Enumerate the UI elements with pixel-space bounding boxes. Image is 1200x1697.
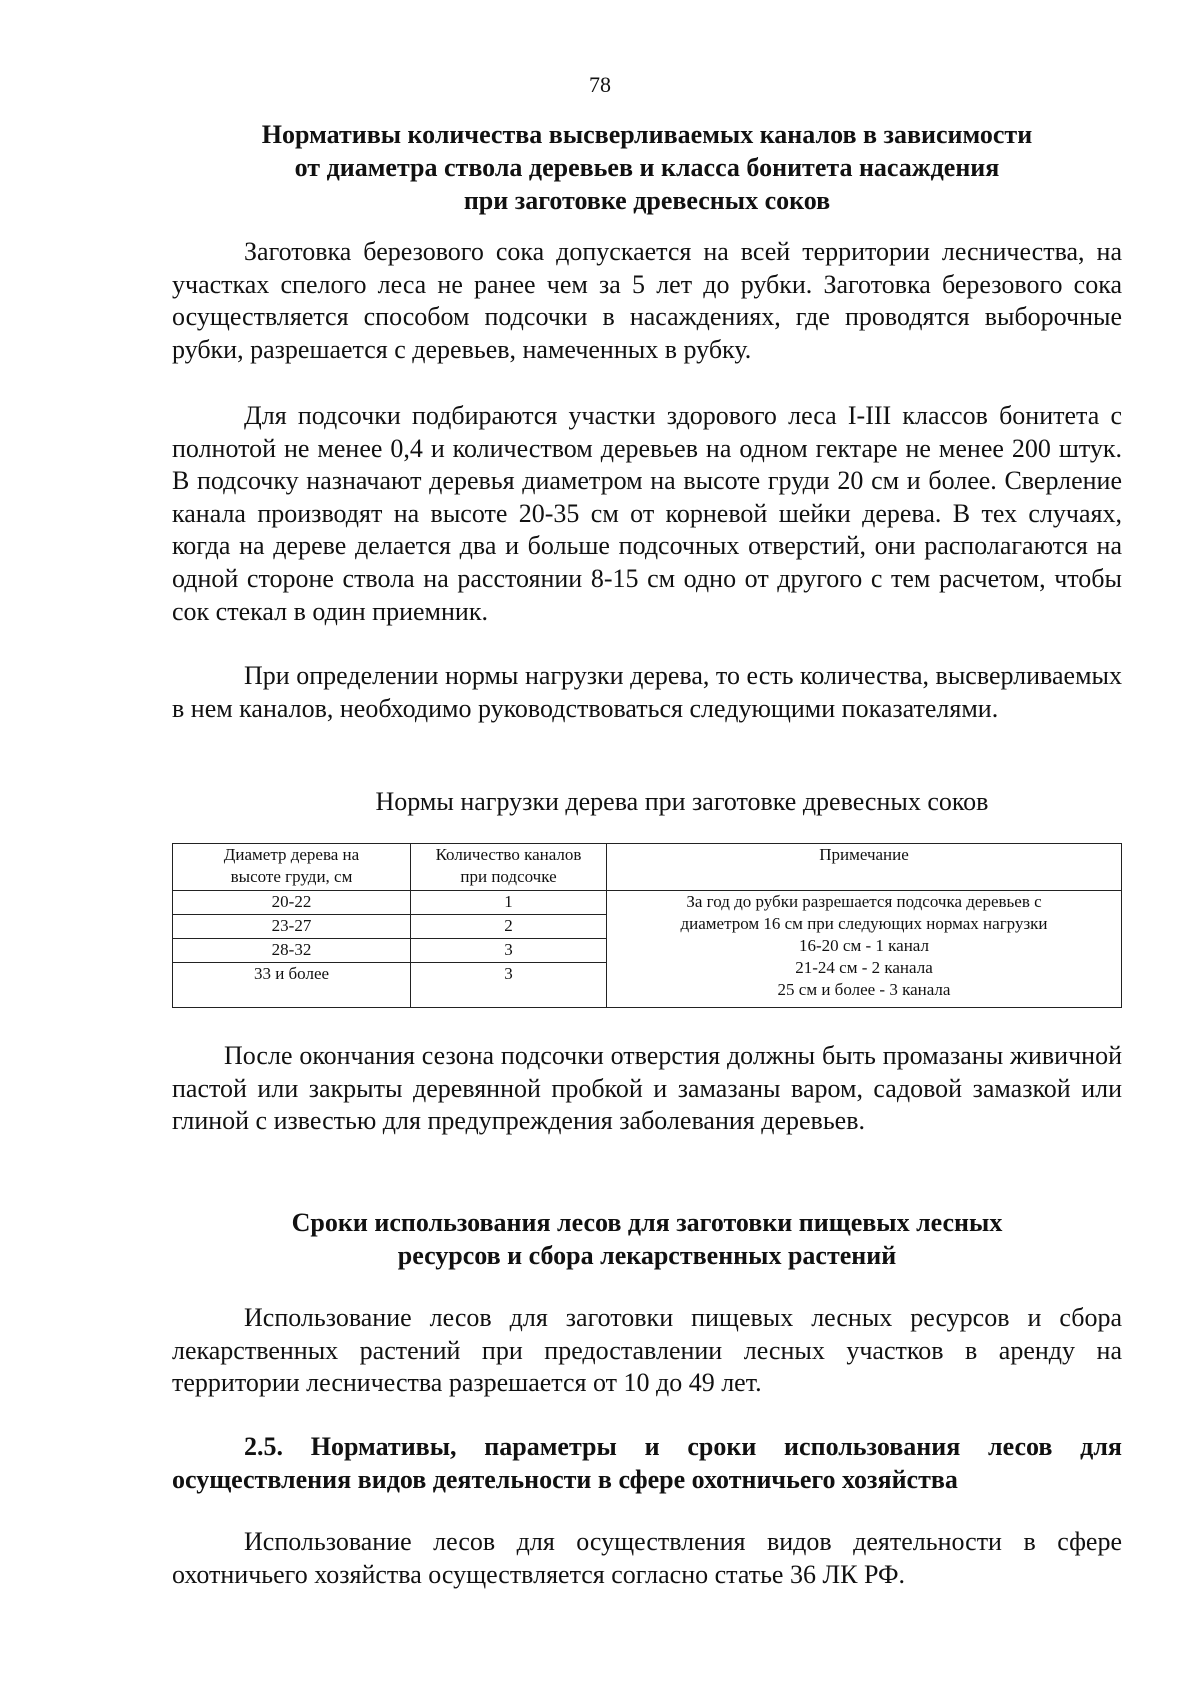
table-caption: Нормы нагрузки дерева при заготовке древесных соков [375, 787, 989, 816]
cell-channels: 3 [411, 939, 607, 963]
cell-channels: 1 [411, 891, 607, 915]
paragraph-tapping-conditions [172, 400, 1122, 628]
note-line: диаметром 16 см при следующих нормах нагрузки [680, 914, 1048, 933]
note-line: За год до рубки разрешается подсочка деревьев с [686, 892, 1042, 911]
heading-line: ресурсов и сбора лекарственных растений [397, 1241, 897, 1270]
heading-text: 2.5. Нормативы, параметры и сроки использования лесов для осуществления видов деятельности в сфере охотничьего хозяйства [172, 1432, 1122, 1494]
paragraph-text: Заготовка березового сока допускается на всей территории лесничества, на участках спелого леса не ранее чем за 5 лет до рубки. Заготовка березового сока осуществляется способом подсочки в насаждениях, где проводятся выборочные рубки, разрешается с деревьев, намеченных в рубку. [172, 237, 1122, 364]
note-line: 21-24 см - 2 канала [795, 958, 933, 977]
heading-line: при заготовке древесных соков [463, 186, 831, 215]
section-heading-sap-norms [172, 118, 1122, 217]
paragraph-text: Использование лесов для осуществления видов деятельности в сфере охотничьего хозяйства осуществляется согласно статье 36 ЛК РФ. [172, 1527, 1122, 1589]
paragraph-after-tapping [172, 1040, 1122, 1138]
header-note: Примечание [607, 844, 1122, 891]
header-diameter: Диаметр дерева на высоте груди, см [173, 844, 411, 891]
cell-diameter: 33 и более [173, 963, 411, 1008]
paragraph-text: Для подсочки подбираются участки здорового леса I-III классов бонитета с полнотой не менее 0,4 и количеством деревьев на одном гектаре не менее 200 штук. В подсочку назначают деревья диаметром на высоте груди 20 см и более. Сверление канала производят на высоте 20-35 см от корневой шейки дерева. В тех случаях, когда на дереве делается два и больше подсочных отверстий, они располагаются на одной стороне ствола на расстоянии 8-15 см одно от другого с тем расчетом, чтобы сок стекал в один приемник. [172, 401, 1122, 626]
tree-load-norms-table [172, 843, 1122, 1008]
cell-diameter: 20-22 [173, 891, 411, 915]
paragraph-text: При определении нормы нагрузки дерева, то есть количества, высверливаемых в нем каналов, необходимо руководствоваться следующими показателями. [172, 661, 1122, 723]
header-channels: Количество каналов при подсочке [411, 844, 607, 891]
section-heading-forest-use-terms [172, 1206, 1122, 1272]
paragraph-food-resources-lease [172, 1302, 1122, 1400]
cell-channels: 3 [411, 963, 607, 1008]
page-number: 78 [589, 72, 611, 97]
note-line: 25 см и более - 3 канала [777, 980, 951, 999]
cell-diameter: 23-27 [173, 915, 411, 939]
paragraph-hunting [172, 1526, 1122, 1591]
cell-diameter: 28-32 [173, 939, 411, 963]
note-line: 16-20 см - 1 канал [799, 936, 929, 955]
section-heading-hunting [172, 1430, 1122, 1496]
heading-line: от диаметра ствола деревьев и класса бонитета насаждения [294, 153, 1000, 182]
table-header-row [173, 844, 1122, 891]
cell-channels: 2 [411, 915, 607, 939]
paragraph-load-norms-intro [172, 660, 1122, 725]
heading-line: Сроки использования лесов для заготовки пищевых лесных [291, 1208, 1003, 1237]
heading-line: Нормативы количества высверливаемых каналов в зависимости [261, 120, 1033, 149]
paragraph-text: После окончания сезона подсочки отверстия должны быть промазаны живичной пастой или закрыты деревянной пробкой и замазаны варом, садовой замазкой или глиной с известью для предупреждения заболевания деревьев. [172, 1041, 1122, 1136]
paragraph-birch-sap [172, 236, 1122, 366]
table-row [173, 891, 1122, 915]
cell-note [607, 891, 1122, 1008]
paragraph-text: Использование лесов для заготовки пищевых лесных ресурсов и сбора лекарственных растений при предоставлении лесных участков в аренду на территории лесничества разрешается от 10 до 49 лет. [172, 1303, 1122, 1398]
